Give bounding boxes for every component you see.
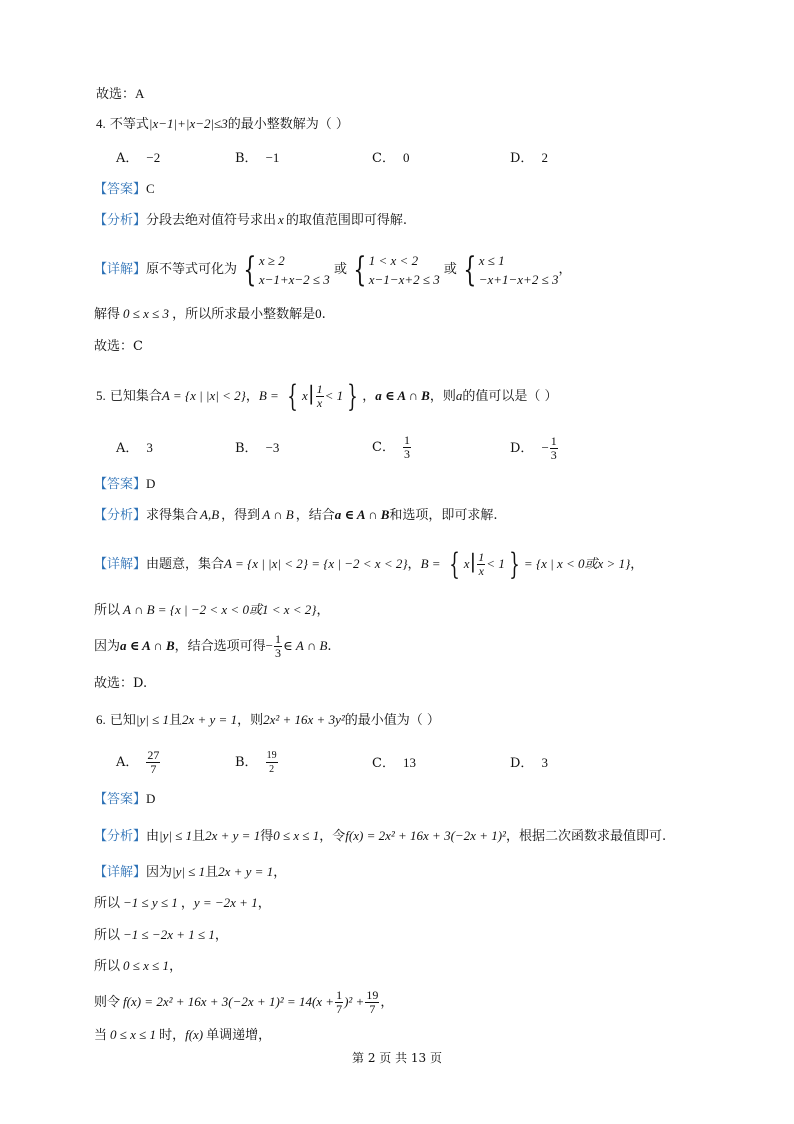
q5-option-b: B． −3 xyxy=(235,440,280,456)
q6-answer: 【答案】D xyxy=(94,791,156,807)
q5-answer: 【答案】D xyxy=(94,476,156,492)
q5-step-2: 所以 A ∩ B = {x | −2 < x < 0或1 < x < 2}， xyxy=(94,602,330,618)
q6-step-3: 所以 0 ≤ x ≤ 1， xyxy=(94,958,183,974)
left-brace-icon: { xyxy=(243,249,257,290)
q5-option-a: A． 3 xyxy=(116,440,153,456)
q6-stem: 6. 已知|y| ≤ 1且2x + y = 1，则2x² + 16x + 3y²的最小值为（ ） xyxy=(96,712,440,728)
system-3: x ≤ 1 −x+1−x+2 ≤ 3 xyxy=(478,252,559,287)
q4-option-a: A． −2 xyxy=(116,150,161,166)
system-2: 1 < x < 2 x−1−x+2 ≤ 3 xyxy=(368,252,440,287)
q4-stem: 4. 不等式|x−1|+|x−2|≤3的最小整数解为（ ） xyxy=(96,116,349,132)
page-footer: 第 2 页 共 13 页 xyxy=(352,1051,442,1065)
q5-final: 故选：D. xyxy=(94,676,148,691)
q5-option-d: D． − $\frac{1}{3}$ xyxy=(510,434,557,462)
q6-option-b: B． $\frac{19}{2}$ xyxy=(235,750,277,775)
q4-option-b: B． −1 xyxy=(235,150,280,166)
q5-step-3: 因为a ∈ A ∩ B，结合选项可得− $\frac{1}{3}$ ∈ A ∩ B. xyxy=(94,632,332,660)
q5-option-c: C． $\frac{1}{3}$ xyxy=(372,433,410,461)
q4-option-c: C． 0 xyxy=(372,150,410,166)
q6-step-2: 所以 −1 ≤ −2x + 1 ≤ 1， xyxy=(94,927,228,943)
q5-stem: 5. 已知集合A = {x | |x| < 2}，B = { x| $\frac{1}{x}$ < 1 } ，a ∈ A ∩ B，则a的值可以是（ ） xyxy=(96,378,558,414)
system-1: x ≥ 2 x−1+x−2 ≤ 3 xyxy=(258,252,330,287)
q6-analysis: 【分析】由|y| ≤ 1且2x + y = 1得0 ≤ x ≤ 1，令f(x) = 2x² + 16x + 3(−2x + 1)²，根据二次函数求最值即可. xyxy=(94,828,667,844)
q6-step-1: 所以 −1 ≤ y ≤ 1 ，y = −2x + 1， xyxy=(94,895,271,911)
q4-answer: 【答案】C xyxy=(94,181,155,197)
left-brace-icon: { xyxy=(353,249,367,290)
q6-option-c: C． 13 xyxy=(372,755,416,771)
q5-analysis: 【分析】求得集合 A,B ，得到 A ∩ B ，结合a ∈ A ∩ B和选项，即可求解. xyxy=(94,507,498,523)
q6-step-5: 当 0 ≤ x ≤ 1 时，f(x) 单调递增， xyxy=(94,1027,272,1043)
q4-option-d: D． 2 xyxy=(510,150,548,166)
q4-solve: 解得 0 ≤ x ≤ 3 ，所以所求最小整数解是0. xyxy=(94,306,326,322)
q5-detail: 【详解】由题意，集合A = {x | |x| < 2} = {x | −2 < x < 2}，B = { x| $\frac{1}{x}$ < 1 } = {x | x < 0或x > 1}， xyxy=(94,546,644,582)
left-brace-icon: { xyxy=(463,249,477,290)
q4-detail: 【详解】原不等式可化为 { x ≥ 2 x−1+x−2 ≤ 3 或 { 1 < x < 2 x−1−x+2 ≤ 3 或 { x ≤ 1 −x+1−x+2 ≤ 3 ， xyxy=(94,249,572,290)
q4-analysis: 【分析】分段去绝对值符号求出 x 的取值范围即可得解. xyxy=(94,212,407,228)
q6-detail: 【详解】因为|y| ≤ 1且2x + y = 1， xyxy=(94,864,287,880)
q6-option-d: D． 3 xyxy=(510,755,548,771)
prev-final-answer: 故选：A xyxy=(96,86,145,102)
q6-option-a: A． $\frac{27}{7}$ xyxy=(116,748,160,776)
q6-step-4: 则令 f(x) = 2x² + 16x + 3(−2x + 1)² = 14(x + $\frac{1}{7}$ )² + $\frac{19}{7}$ ， xyxy=(94,988,394,1016)
q4-final: 故选：C xyxy=(94,339,143,354)
